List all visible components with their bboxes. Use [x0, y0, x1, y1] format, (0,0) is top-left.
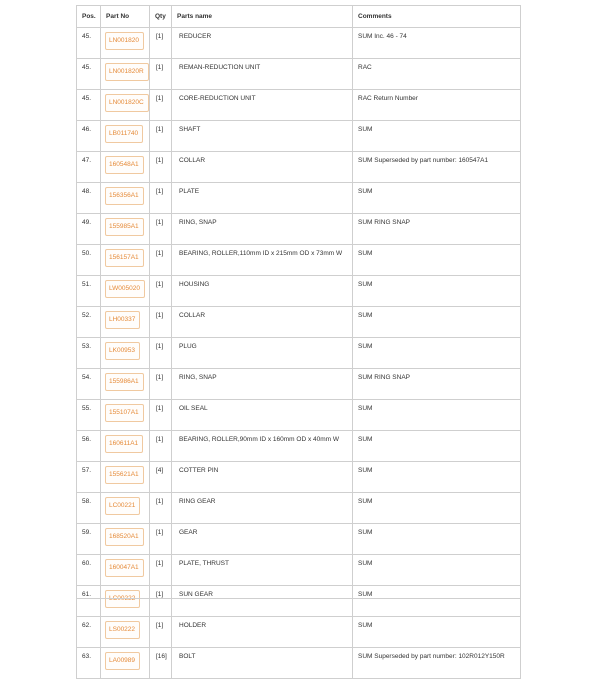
row-part-no-cell	[101, 121, 150, 152]
row-pos: 46.	[82, 126, 92, 133]
row-comments-cell	[353, 214, 521, 245]
row-comments-cell	[353, 90, 521, 121]
row-part-no-cell	[101, 586, 150, 617]
parts-table	[76, 5, 521, 679]
row-qty-cell	[150, 245, 172, 276]
parts-table-container	[76, 5, 520, 679]
row-name-cell	[172, 338, 353, 369]
row-parts-name: RING GEAR	[179, 498, 216, 505]
row-comments: RAC Return Number	[358, 95, 418, 102]
row-comments-cell	[353, 493, 521, 524]
row-name-cell	[172, 493, 353, 524]
row-pos-cell	[77, 462, 101, 493]
part-number-link[interactable]: 160548A1	[105, 156, 144, 174]
row-comments: SUM	[358, 560, 373, 567]
table-row	[77, 338, 521, 369]
row-parts-name: COTTER PIN	[179, 467, 219, 474]
row-pos-cell	[77, 183, 101, 214]
row-qty-cell	[150, 493, 172, 524]
row-qty-cell	[150, 400, 172, 431]
row-qty: [1]	[156, 622, 164, 629]
row-comments-cell	[353, 59, 521, 90]
row-qty: [1]	[156, 498, 164, 505]
row-qty-cell	[150, 59, 172, 90]
row-qty-cell	[150, 369, 172, 400]
row-comments: SUM	[358, 312, 373, 319]
row-comments-cell	[353, 121, 521, 152]
row-pos-cell	[77, 338, 101, 369]
row-pos-cell	[77, 214, 101, 245]
row-part-no-cell	[101, 152, 150, 183]
header-pos: Pos.	[77, 6, 101, 28]
row-pos: 61.	[82, 591, 92, 598]
row-qty-cell	[150, 183, 172, 214]
table-row	[77, 121, 521, 152]
row-qty: [1]	[156, 64, 164, 71]
row-comments: SUM	[358, 281, 373, 288]
row-name-cell	[172, 245, 353, 276]
header-qty: Qty	[150, 6, 172, 28]
part-number-link[interactable]: 156157A1	[105, 249, 144, 267]
row-parts-name: BEARING, ROLLER,90mm ID x 160mm OD x 40mm W	[179, 436, 340, 443]
row-pos-cell	[77, 648, 101, 679]
row-pos: 50.	[82, 250, 92, 257]
row-part-no-cell	[101, 524, 150, 555]
table-row	[77, 90, 521, 121]
row-pos-cell	[77, 555, 101, 586]
part-number-link[interactable]: LC00221	[105, 497, 140, 515]
row-comments-cell	[353, 28, 521, 59]
part-number-link[interactable]: LN001820C	[105, 94, 149, 112]
row-qty-cell	[150, 307, 172, 338]
table-row	[77, 307, 521, 338]
row-qty: [1]	[156, 95, 164, 102]
row-pos-cell	[77, 400, 101, 431]
row-pos-cell	[77, 245, 101, 276]
row-pos-cell	[77, 524, 101, 555]
row-qty-cell	[150, 586, 172, 617]
row-pos: 59.	[82, 529, 92, 536]
row-pos: 57.	[82, 467, 92, 474]
table-row	[77, 276, 521, 307]
row-qty-cell	[150, 555, 172, 586]
row-comments: SUM	[358, 498, 373, 505]
row-part-no-cell	[101, 400, 150, 431]
row-pos: 51.	[82, 281, 92, 288]
row-parts-name: RING, SNAP	[179, 219, 217, 226]
row-part-no-cell	[101, 28, 150, 59]
row-comments: SUM Superseded by part number: 102R012Y150R	[358, 653, 505, 660]
row-pos-cell	[77, 152, 101, 183]
part-number-link[interactable]: LC00222	[105, 590, 140, 608]
row-name-cell	[172, 28, 353, 59]
row-name-cell	[172, 462, 353, 493]
row-comments-cell	[353, 524, 521, 555]
row-pos-cell	[77, 307, 101, 338]
row-qty: [16]	[156, 653, 167, 660]
row-parts-name: HOLDER	[179, 622, 207, 629]
row-comments-cell	[353, 431, 521, 462]
row-qty: [1]	[156, 591, 164, 598]
row-parts-name: RING, SNAP	[179, 374, 217, 381]
row-qty: [1]	[156, 126, 164, 133]
table-row	[77, 648, 521, 679]
table-body	[77, 28, 521, 679]
row-qty-cell	[150, 648, 172, 679]
row-name-cell	[172, 59, 353, 90]
row-part-no-cell	[101, 648, 150, 679]
row-name-cell	[172, 307, 353, 338]
row-name-cell	[172, 648, 353, 679]
table-row	[77, 183, 521, 214]
row-comments-cell	[353, 462, 521, 493]
row-qty: [1]	[156, 374, 164, 381]
row-part-no-cell	[101, 90, 150, 121]
row-parts-name: PLATE	[179, 188, 200, 195]
row-parts-name: HOUSING	[179, 281, 210, 288]
table-header-row	[77, 6, 521, 28]
table-row	[77, 617, 521, 648]
row-pos: 58.	[82, 498, 92, 505]
header-comments: Comments	[353, 6, 521, 28]
row-pos: 47.	[82, 157, 92, 164]
row-qty: [1]	[156, 343, 164, 350]
part-number-link[interactable]: 155985A1	[105, 218, 144, 236]
row-pos: 55.	[82, 405, 92, 412]
row-pos-cell	[77, 493, 101, 524]
row-qty-cell	[150, 152, 172, 183]
row-comments-cell	[353, 555, 521, 586]
row-pos-cell	[77, 617, 101, 648]
row-parts-name: CORE-REDUCTION UNIT	[179, 95, 256, 102]
part-number-link[interactable]: LA00989	[105, 652, 140, 670]
table-row	[77, 400, 521, 431]
row-part-no-cell	[101, 493, 150, 524]
row-part-no-cell	[101, 59, 150, 90]
table-row	[77, 214, 521, 245]
row-comments: SUM RING SNAP	[358, 374, 411, 381]
row-name-cell	[172, 555, 353, 586]
row-parts-name: BEARING, ROLLER,110mm ID x 215mm OD x 73mm W	[179, 250, 343, 257]
row-name-cell	[172, 400, 353, 431]
row-parts-name: GEAR	[179, 529, 198, 536]
row-qty-cell	[150, 214, 172, 245]
row-parts-name: SHAFT	[179, 126, 201, 133]
header-parts-name: Parts name	[172, 6, 353, 28]
part-number-link[interactable]: 155107A1	[105, 404, 144, 422]
row-qty: [1]	[156, 405, 164, 412]
row-parts-name: SUN GEAR	[179, 591, 213, 598]
row-pos: 52.	[82, 312, 92, 319]
part-number-link[interactable]: 155986A1	[105, 373, 144, 391]
table-row	[77, 462, 521, 493]
part-number-link[interactable]: LN001820R	[105, 63, 149, 81]
row-comments: SUM	[358, 622, 373, 629]
table-row	[77, 524, 521, 555]
row-pos-cell	[77, 28, 101, 59]
row-pos-cell	[77, 431, 101, 462]
part-number-link[interactable]: 156356A1	[105, 187, 144, 205]
row-comments-cell	[353, 617, 521, 648]
row-qty: [1]	[156, 312, 164, 319]
row-name-cell	[172, 183, 353, 214]
row-qty: [1]	[156, 560, 164, 567]
row-name-cell	[172, 586, 353, 617]
part-number-link[interactable]: 160611A1	[105, 435, 143, 453]
part-number-link[interactable]: LN001820	[105, 32, 144, 50]
part-number-link[interactable]: LS00222	[105, 621, 140, 639]
row-comments: SUM	[358, 343, 373, 350]
row-qty-cell	[150, 524, 172, 555]
row-comments-cell	[353, 369, 521, 400]
part-number-link[interactable]: LH00337	[105, 311, 140, 329]
row-comments: SUM	[358, 529, 373, 536]
row-pos-cell	[77, 276, 101, 307]
row-pos: 60.	[82, 560, 92, 567]
part-number-link[interactable]: 168520A1	[105, 528, 144, 546]
row-part-no-cell	[101, 245, 150, 276]
row-qty: [1]	[156, 188, 164, 195]
row-name-cell	[172, 121, 353, 152]
row-pos: 45.	[82, 33, 92, 40]
row-pos: 63.	[82, 653, 92, 660]
row-parts-name: PLATE, THRUST	[179, 560, 229, 567]
row-qty: [1]	[156, 529, 164, 536]
table-row	[77, 152, 521, 183]
row-pos: 45.	[82, 95, 92, 102]
row-parts-name: COLLAR	[179, 312, 206, 319]
table-row	[77, 431, 521, 462]
row-comments: SUM	[358, 405, 373, 412]
row-part-no-cell	[101, 183, 150, 214]
row-comments: SUM	[358, 467, 373, 474]
row-comments: SUM	[358, 250, 373, 257]
row-pos-cell	[77, 121, 101, 152]
row-pos: 62.	[82, 622, 92, 629]
row-comments-cell	[353, 400, 521, 431]
row-qty-cell	[150, 617, 172, 648]
row-pos: 54.	[82, 374, 92, 381]
row-comments-cell	[353, 276, 521, 307]
row-qty: [4]	[156, 467, 164, 474]
row-part-no-cell	[101, 617, 150, 648]
row-parts-name: REMAN-REDUCTION UNIT	[179, 64, 261, 71]
part-number-link[interactable]: 160047A1	[105, 559, 144, 577]
row-qty: [1]	[156, 281, 164, 288]
row-pos: 53.	[82, 343, 92, 350]
table-row	[77, 493, 521, 524]
row-comments-cell	[353, 648, 521, 679]
table-row	[77, 28, 521, 59]
row-parts-name: REDUCER	[179, 33, 212, 40]
row-name-cell	[172, 431, 353, 462]
row-qty-cell	[150, 462, 172, 493]
row-part-no-cell	[101, 214, 150, 245]
row-pos: 48.	[82, 188, 92, 195]
row-name-cell	[172, 524, 353, 555]
row-pos: 56.	[82, 436, 92, 443]
row-comments: SUM Inc. 46 - 74	[358, 33, 407, 40]
row-qty-cell	[150, 276, 172, 307]
table-row	[77, 59, 521, 90]
row-comments: SUM	[358, 591, 373, 598]
table-row	[77, 245, 521, 276]
row-comments-cell	[353, 183, 521, 214]
row-pos-cell	[77, 586, 101, 617]
row-qty-cell	[150, 121, 172, 152]
row-pos-cell	[77, 90, 101, 121]
row-comments-cell	[353, 338, 521, 369]
row-name-cell	[172, 214, 353, 245]
row-comments-cell	[353, 245, 521, 276]
row-name-cell	[172, 369, 353, 400]
table-row	[77, 555, 521, 586]
row-part-no-cell	[101, 276, 150, 307]
row-part-no-cell	[101, 369, 150, 400]
row-comments: SUM	[358, 436, 373, 443]
row-part-no-cell	[101, 431, 150, 462]
row-part-no-cell	[101, 338, 150, 369]
part-number-link[interactable]: 155621A1	[105, 466, 144, 484]
row-name-cell	[172, 276, 353, 307]
part-number-link[interactable]: LK00953	[105, 342, 140, 360]
row-qty: [1]	[156, 157, 164, 164]
row-qty: [1]	[156, 250, 164, 257]
row-parts-name: BOLT	[179, 653, 196, 660]
row-part-no-cell	[101, 555, 150, 586]
row-qty: [1]	[156, 436, 164, 443]
header-part-no: Part No	[101, 6, 150, 28]
row-comments: SUM	[358, 188, 373, 195]
row-part-no-cell	[101, 462, 150, 493]
row-comments: SUM RING SNAP	[358, 219, 411, 226]
row-part-no-cell	[101, 307, 150, 338]
row-parts-name: OIL SEAL	[179, 405, 208, 412]
row-pos: 45.	[82, 64, 92, 71]
row-comments: RAC	[358, 64, 372, 71]
row-qty-cell	[150, 28, 172, 59]
row-comments-cell	[353, 586, 521, 617]
row-qty: [1]	[156, 33, 164, 40]
row-parts-name: COLLAR	[179, 157, 206, 164]
row-qty-cell	[150, 90, 172, 121]
row-pos-cell	[77, 59, 101, 90]
row-comments-cell	[353, 152, 521, 183]
row-name-cell	[172, 617, 353, 648]
table-row	[77, 586, 521, 617]
row-comments: SUM	[358, 126, 373, 133]
part-number-link[interactable]: LB011740	[105, 125, 143, 143]
row-qty-cell	[150, 431, 172, 462]
row-comments-cell	[353, 307, 521, 338]
table-row	[77, 369, 521, 400]
row-name-cell	[172, 90, 353, 121]
row-name-cell	[172, 152, 353, 183]
part-number-link[interactable]: LW005020	[105, 280, 145, 298]
row-parts-name: PLUG	[179, 343, 197, 350]
row-comments: SUM Superseded by part number: 160547A1	[358, 157, 489, 164]
row-pos: 49.	[82, 219, 92, 226]
row-qty-cell	[150, 338, 172, 369]
row-pos-cell	[77, 369, 101, 400]
row-qty: [1]	[156, 219, 164, 226]
